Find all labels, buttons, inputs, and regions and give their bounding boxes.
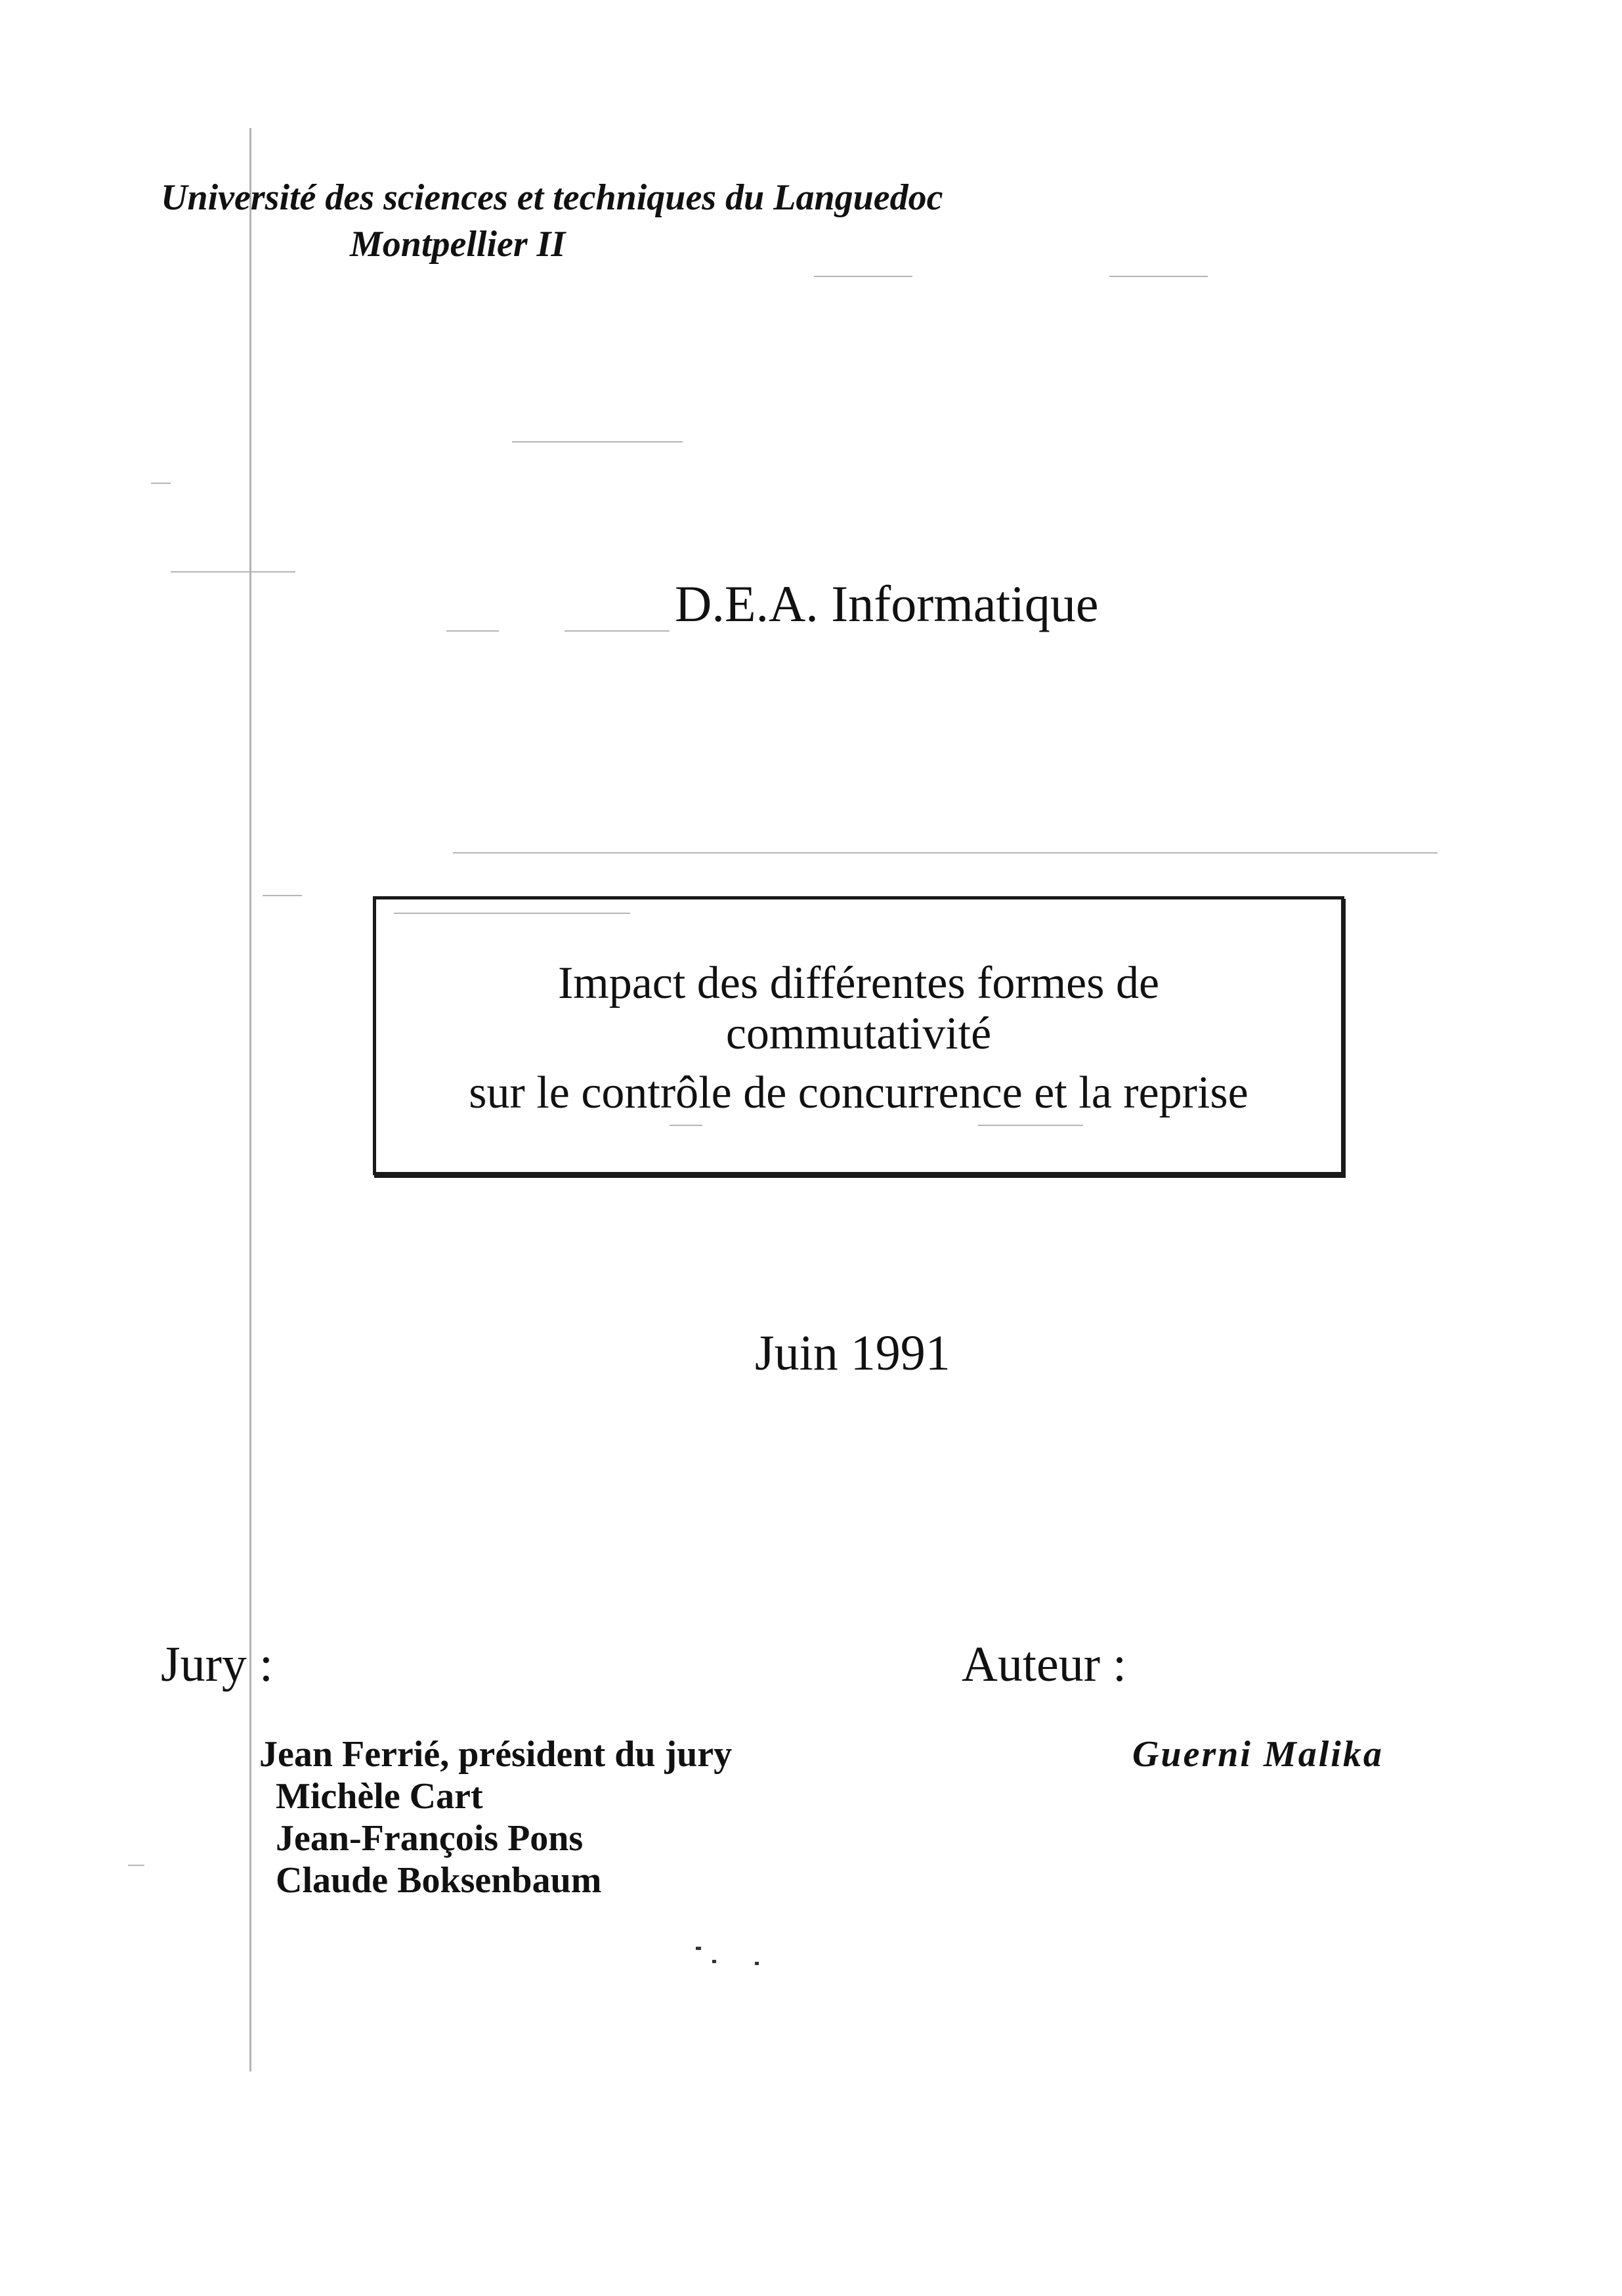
scan-artifact bbox=[512, 441, 683, 443]
scan-margin-line bbox=[249, 128, 251, 2071]
scan-artifact bbox=[814, 276, 912, 277]
scan-artifact bbox=[755, 1962, 759, 1965]
scan-artifact bbox=[978, 1125, 1083, 1126]
thesis-title-line-3: sur le contrôle de concurrence et la reprise bbox=[469, 1068, 1249, 1118]
author-label: Auteur : bbox=[962, 1637, 1127, 1692]
scan-artifact bbox=[696, 1947, 701, 1950]
scan-artifact bbox=[453, 852, 1438, 854]
scan-artifact bbox=[446, 630, 499, 632]
author-name: Guerni Malika bbox=[1132, 1734, 1384, 1775]
scan-artifact bbox=[263, 895, 302, 896]
scan-artifact bbox=[1109, 276, 1208, 277]
university-name: Université des sciences et techniques du Languedoc bbox=[161, 177, 943, 218]
scan-artifact bbox=[151, 483, 171, 484]
jury-label: Jury : bbox=[161, 1637, 273, 1692]
jury-member: Michèle Cart bbox=[276, 1776, 483, 1817]
scan-artifact bbox=[394, 913, 630, 914]
scan-artifact bbox=[171, 571, 295, 573]
scan-artifact bbox=[712, 1960, 716, 1963]
scan-artifact bbox=[565, 630, 670, 632]
thesis-title-line-1: Impact des différentes formes de bbox=[557, 958, 1160, 1008]
jury-member: Jean-François Pons bbox=[276, 1818, 584, 1859]
jury-member-list bbox=[259, 1733, 732, 1901]
thesis-title-line-2: commutativité bbox=[725, 1008, 992, 1059]
jury-member: Jean Ferrié, président du jury bbox=[259, 1734, 733, 1775]
jury-member: Claude Boksenbaum bbox=[276, 1860, 602, 1901]
degree-title: D.E.A. Informatique bbox=[675, 575, 1099, 632]
scan-artifact bbox=[670, 1125, 702, 1126]
thesis-title-box bbox=[373, 896, 1344, 1175]
university-city: Montpellier II bbox=[350, 224, 566, 265]
thesis-date: Juin 1991 bbox=[755, 1326, 950, 1381]
scan-artifact bbox=[128, 1865, 144, 1866]
